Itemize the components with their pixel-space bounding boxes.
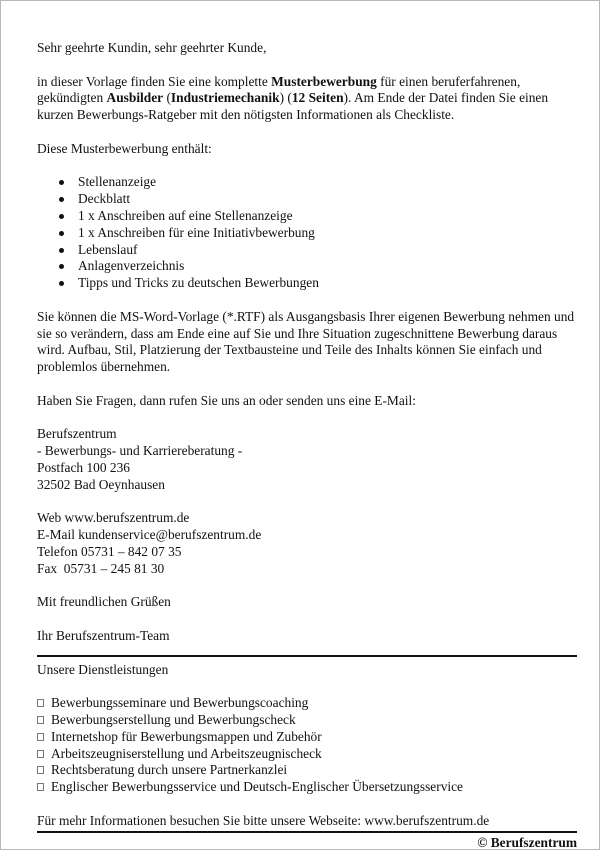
questions-paragraph: Haben Sie Fragen, dann rufen Sie uns an oder senden uns eine E-Mail: bbox=[37, 392, 416, 408]
checkbox-icon bbox=[37, 733, 44, 741]
divider-top bbox=[37, 655, 577, 657]
intro-text: ). Am Ende der Datei finden Sie einen kurzen Bewerbungs-Ratgeber mit den nötigsten Informationen als Checkliste. bbox=[37, 90, 549, 123]
contact-fax: Fax 05731 – 245 81 30 bbox=[37, 560, 165, 576]
company-subtitle: - Bewerbungs- und Karriereberatung - bbox=[37, 443, 243, 459]
list-item bbox=[37, 712, 577, 729]
services-heading: Unsere Dienstleistungen bbox=[37, 661, 169, 677]
divider-bottom bbox=[37, 831, 577, 833]
contact-email: E-Mail kundenservice@berufszentrum.de bbox=[37, 527, 262, 543]
intro-text: in dieser Vorlage finden Sie eine komplette bbox=[37, 73, 272, 89]
document-body bbox=[37, 40, 577, 851]
contact-block bbox=[37, 510, 577, 577]
intro-text: ) ( bbox=[279, 90, 292, 106]
list-item bbox=[37, 779, 577, 796]
company-name: Berufszentrum bbox=[37, 426, 117, 442]
service-label: Arbeitszeugniserstellung und Arbeitszeugnischeck bbox=[51, 745, 322, 761]
more-info: Für mehr Informationen besuchen Sie bitte unsere Webseite: www.berufszentrum.de bbox=[37, 812, 490, 828]
service-label: Englischer Bewerbungsservice und Deutsch-Englischer Übersetzungsservice bbox=[51, 779, 463, 795]
intro-text: für einen beruferfahrenen, gekündigten bbox=[37, 73, 521, 106]
contact-web: Web www.berufszentrum.de bbox=[37, 510, 190, 526]
list-item: Deckblatt bbox=[37, 191, 577, 208]
checkbox-icon bbox=[37, 750, 44, 758]
postfach: Postfach 100 236 bbox=[37, 459, 130, 475]
intro-bold-musterbewerbung: Musterbewerbung bbox=[271, 73, 377, 89]
checkbox-icon bbox=[37, 766, 44, 774]
list-item: 1 x Anschreiben für eine Initiativbewerbung bbox=[37, 225, 577, 242]
checkbox-icon bbox=[37, 716, 44, 724]
intro-bold-ausbilder: Ausbilder bbox=[106, 90, 164, 106]
list-item bbox=[37, 762, 577, 779]
contact-phone: Telefon 05731 – 842 07 35 bbox=[37, 543, 182, 559]
contents-heading: Diese Musterbewerbung enthält: bbox=[37, 140, 212, 156]
intro-paragraph bbox=[37, 74, 577, 124]
intro-bold-page-count: 12 Seiten bbox=[291, 90, 344, 106]
service-label: Bewerbungserstellung und Bewerbungscheck bbox=[51, 712, 296, 728]
intro-text: ( bbox=[163, 90, 171, 106]
city: 32502 Bad Oeynhausen bbox=[37, 476, 165, 492]
checkbox-icon bbox=[37, 699, 44, 707]
signature: Ihr Berufszentrum-Team bbox=[37, 627, 170, 643]
services-list bbox=[37, 695, 577, 796]
address-block bbox=[37, 426, 577, 493]
service-label: Internetshop für Bewerbungsmappen und Zubehör bbox=[51, 728, 322, 744]
salutation: Sehr geehrte Kundin, sehr geehrter Kunde, bbox=[37, 40, 267, 55]
list-item: 1 x Anschreiben auf eine Stellenanzeige bbox=[37, 208, 577, 225]
contents-list bbox=[37, 174, 577, 292]
list-item: Stellenanzeige bbox=[37, 174, 577, 191]
service-label: Bewerbungsseminare und Bewerbungscoaching bbox=[51, 695, 309, 711]
list-item: Tipps und Tricks zu deutschen Bewerbungen bbox=[37, 275, 577, 292]
list-item bbox=[37, 746, 577, 763]
intro-bold-industriemechanik: Industriemechanik bbox=[170, 90, 280, 106]
copyright: © Berufszentrum bbox=[477, 834, 577, 850]
usage-paragraph: Sie können die MS-Word-Vorlage (*.RTF) als Ausgangsbasis Ihrer eigenen Bewerbung nehmen und sie so verändern, dass am Ende eine auf Sie und Ihre Situation zugeschnittene Bewerbung daraus wird. Aufbau, Stil, Platzierung der Textbausteine und Teile des Inhalts können Sie einfach und problemlos übernehmen. bbox=[37, 308, 575, 375]
checkbox-icon bbox=[37, 783, 44, 791]
list-item: Anlagenverzeichnis bbox=[37, 258, 577, 275]
list-item bbox=[37, 695, 577, 712]
closing: Mit freundlichen Grüßen bbox=[37, 594, 171, 610]
list-item bbox=[37, 729, 577, 746]
list-item: Lebenslauf bbox=[37, 242, 577, 259]
service-label: Rechtsberatung durch unsere Partnerkanzlei bbox=[51, 762, 288, 778]
